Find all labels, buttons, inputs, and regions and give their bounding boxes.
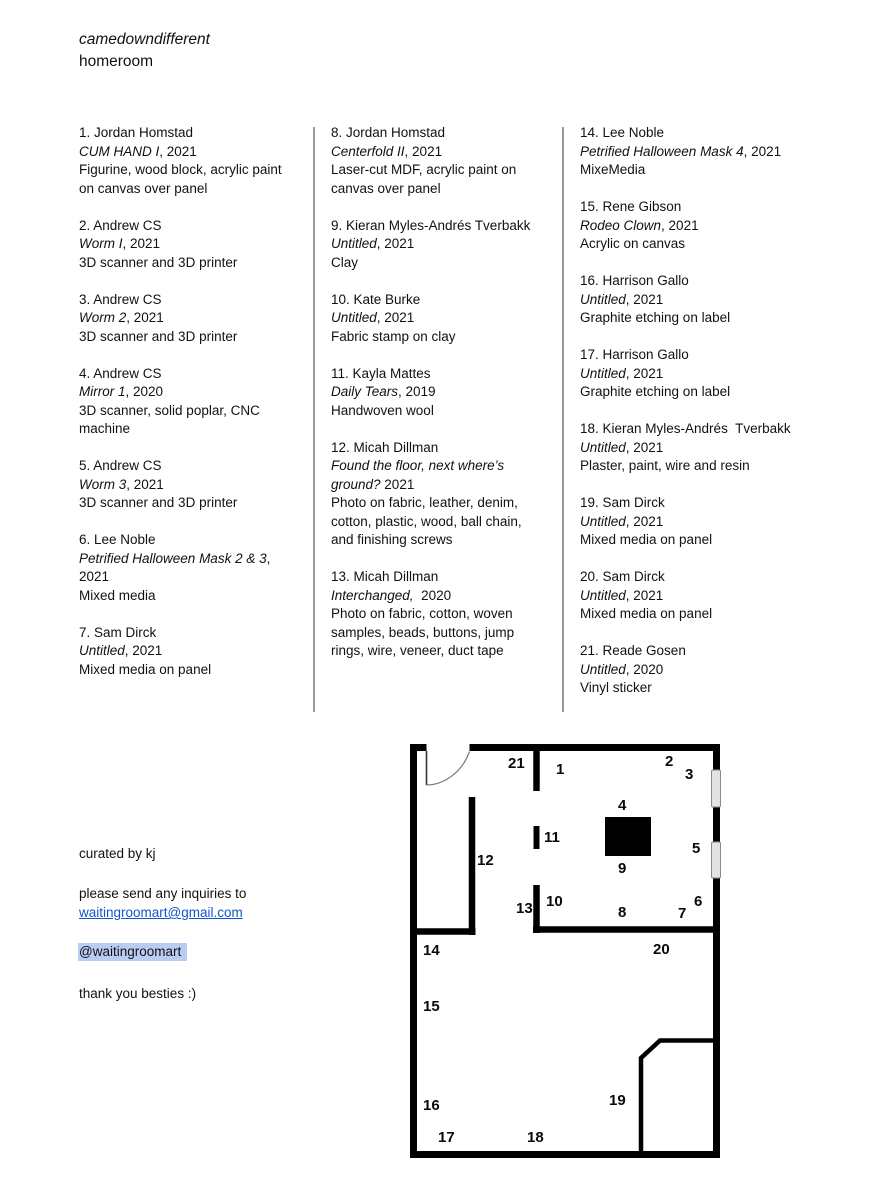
title-year-line: Untitled, 2021 (79, 643, 163, 658)
artwork-entry-12 (331, 439, 543, 550)
exhibition-title: camedowndifferent (79, 31, 210, 48)
plan-number-18: 18 (527, 1129, 544, 1146)
artist-line: 12. Micah Dillman (331, 439, 439, 455)
artist-line: 14. Lee Noble (580, 125, 665, 140)
artist-line: 20. Sam Dirck (580, 569, 665, 584)
medium-line: 3D scanner, solid poplar, CNC machine (79, 402, 264, 436)
curated-by-text: curated by kj (79, 846, 156, 861)
medium-line: MixeMedia (580, 162, 646, 177)
artist-line: 7. Sam Dirck (79, 624, 157, 640)
exhibition-subtitle: homeroom (79, 53, 154, 70)
medium-line: Handwoven wool (331, 402, 434, 418)
window-lower (712, 842, 721, 878)
medium-line: Photo on fabric, leather, denim, cotton, plastic, wood, ball chain, and finishing screws (331, 495, 526, 547)
artist-line: 11. Kayla Mattes (331, 365, 431, 381)
title-year-line: Daily Tears, 2019 (331, 384, 436, 399)
artwork-entry-11 (331, 365, 543, 421)
title-year-line: Centerfold II, 2021 (331, 143, 443, 159)
title-year-line: Worm 3, 2021 (79, 476, 164, 492)
plan-number-17: 17 (438, 1129, 455, 1146)
title-year-line: Found the floor, next where’s ground? 2021 (331, 458, 508, 492)
plan-number-11: 11 (544, 829, 560, 846)
artwork-entry-20 (580, 568, 806, 624)
artwork-entry-16 (580, 272, 806, 328)
floor-plan (405, 738, 725, 1164)
column-divider-right (562, 127, 564, 712)
artist-line: 6. Lee Noble (79, 532, 156, 547)
artwork-column-1 (79, 124, 291, 698)
plan-number-21: 21 (508, 755, 525, 772)
artwork-entry-2 (79, 217, 291, 273)
column-divider-left (313, 127, 315, 712)
artist-line: 17. Harrison Gallo (580, 347, 689, 362)
inquiries-text: please send any inquiries to (79, 886, 247, 901)
title-year-line: Untitled, 2021 (331, 310, 415, 325)
plan-number-6: 6 (694, 893, 703, 910)
artist-line: 3. Andrew CS (79, 291, 162, 307)
artwork-entry-14 (580, 124, 806, 180)
plan-number-10: 10 (546, 893, 563, 910)
email-link[interactable]: waitingroomart@gmail.com (79, 905, 243, 920)
plan-number-5: 5 (692, 840, 701, 857)
artist-line: 5. Andrew CS (79, 458, 162, 473)
artist-line: 10. Kate Burke (331, 291, 421, 307)
title-year-line: Petrified Halloween Mask 4, 2021 (580, 143, 782, 159)
title-year-line: Petrified Halloween Mask 2 & 3, 2021 (79, 550, 275, 584)
plan-number-13: 13 (516, 900, 533, 917)
medium-line: Plaster, paint, wire and resin (580, 458, 750, 473)
door-swing-arc (427, 752, 470, 786)
title-year-line: Worm I, 2021 (79, 236, 161, 251)
medium-line: Clay (331, 254, 359, 270)
title-year-line: Interchanged, 2020 (331, 587, 452, 603)
plan-number-2: 2 (665, 753, 674, 770)
plan-number-15: 15 (423, 998, 440, 1015)
medium-line: Fabric stamp on clay (331, 328, 456, 344)
wall-backroom (641, 1041, 717, 1156)
artwork-column-2 (331, 124, 543, 679)
instagram-handle: @waitingroomart (78, 943, 187, 961)
artist-line: 4. Andrew CS (79, 365, 162, 381)
artwork-column-3 (580, 124, 806, 716)
artwork-entry-9 (331, 217, 543, 273)
artist-line: 2. Andrew CS (79, 217, 162, 233)
artist-line: 1. Jordan Homstad (79, 125, 194, 140)
medium-line: Graphite etching on label (580, 310, 731, 325)
plan-number-8: 8 (618, 904, 627, 921)
plan-number-4: 4 (618, 797, 627, 814)
artwork-entry-13 (331, 568, 543, 661)
artwork-entry-18 (580, 420, 806, 476)
window-upper (712, 770, 721, 807)
artwork-entry-21 (580, 642, 806, 698)
medium-line: Mixed media on panel (79, 661, 212, 677)
title-year-line: Untitled, 2021 (580, 439, 664, 455)
plan-number-9: 9 (618, 860, 627, 877)
medium-line: Laser-cut MDF, acrylic paint on canvas over panel (331, 162, 521, 196)
artist-line: 9. Kieran Myles-Andrés Tverbakk (331, 217, 531, 233)
artwork-entry-8 (331, 124, 543, 198)
medium-line: Acrylic on canvas (580, 236, 686, 251)
medium-line: 3D scanner and 3D printer (79, 328, 238, 344)
artist-line: 16. Harrison Gallo (580, 273, 689, 288)
artwork-entry-1 (79, 124, 291, 198)
title-year-line: Untitled, 2021 (580, 587, 664, 603)
plan-number-12: 12 (477, 852, 494, 869)
title-year-line: Untitled, 2021 (580, 365, 664, 381)
artist-line: 15. Rene Gibson (580, 199, 682, 214)
title-year-line: CUM HAND I, 2021 (79, 143, 197, 159)
title-year-line: Rodeo Clown, 2021 (580, 217, 699, 233)
plan-number-16: 16 (423, 1097, 440, 1114)
instagram-line (79, 943, 187, 962)
plan-number-7: 7 (678, 905, 687, 922)
artist-line: 13. Micah Dillman (331, 569, 439, 584)
artist-line: 21. Reade Gosen (580, 643, 686, 658)
artwork-entry-3 (79, 291, 291, 347)
artist-line: 18. Kieran Myles-Andrés Tverbakk (580, 421, 791, 436)
medium-line: Mixed media (79, 587, 156, 603)
email-line (79, 904, 243, 923)
title-year-line: Untitled, 2021 (331, 236, 415, 251)
title-year-line: Untitled, 2020 (580, 661, 664, 677)
floor-plan-walls (405, 738, 725, 1164)
artist-line: 8. Jordan Homstad (331, 125, 446, 140)
title-year-line: Mirror 1, 2020 (79, 384, 164, 399)
artwork-entry-5 (79, 457, 291, 513)
artwork-entry-6 (79, 531, 291, 605)
artwork-entry-7 (79, 624, 291, 680)
plan-number-19: 19 (609, 1092, 626, 1109)
medium-line: 3D scanner and 3D printer (79, 495, 238, 510)
plan-number-14: 14 (423, 942, 440, 959)
title-year-line: Untitled, 2021 (580, 291, 664, 307)
medium-line: Mixed media on panel (580, 532, 713, 547)
pedestal-block (605, 817, 651, 856)
title-year-line: Worm 2, 2021 (79, 310, 164, 325)
plan-number-1: 1 (556, 761, 565, 778)
plan-number-20: 20 (653, 941, 670, 958)
artwork-entry-4 (79, 365, 291, 439)
plan-number-3: 3 (685, 766, 694, 783)
medium-line: Photo on fabric, cotton, woven samples, beads, buttons, jump rings, wire, veneer, duct tape (331, 606, 518, 658)
artwork-entry-17 (580, 346, 806, 402)
artwork-entry-15 (580, 198, 806, 254)
medium-line: Vinyl sticker (580, 680, 652, 695)
artwork-entry-19 (580, 494, 806, 550)
medium-line: 3D scanner and 3D printer (79, 254, 238, 270)
artwork-entry-10 (331, 291, 543, 347)
thanks-text: thank you besties :) (79, 986, 197, 1001)
medium-line: Figurine, wood block, acrylic paint on canvas over panel (79, 162, 286, 196)
title-year-line: Untitled, 2021 (580, 513, 664, 529)
medium-line: Graphite etching on label (580, 384, 731, 399)
artist-line: 19. Sam Dirck (580, 495, 665, 510)
medium-line: Mixed media on panel (580, 606, 713, 621)
